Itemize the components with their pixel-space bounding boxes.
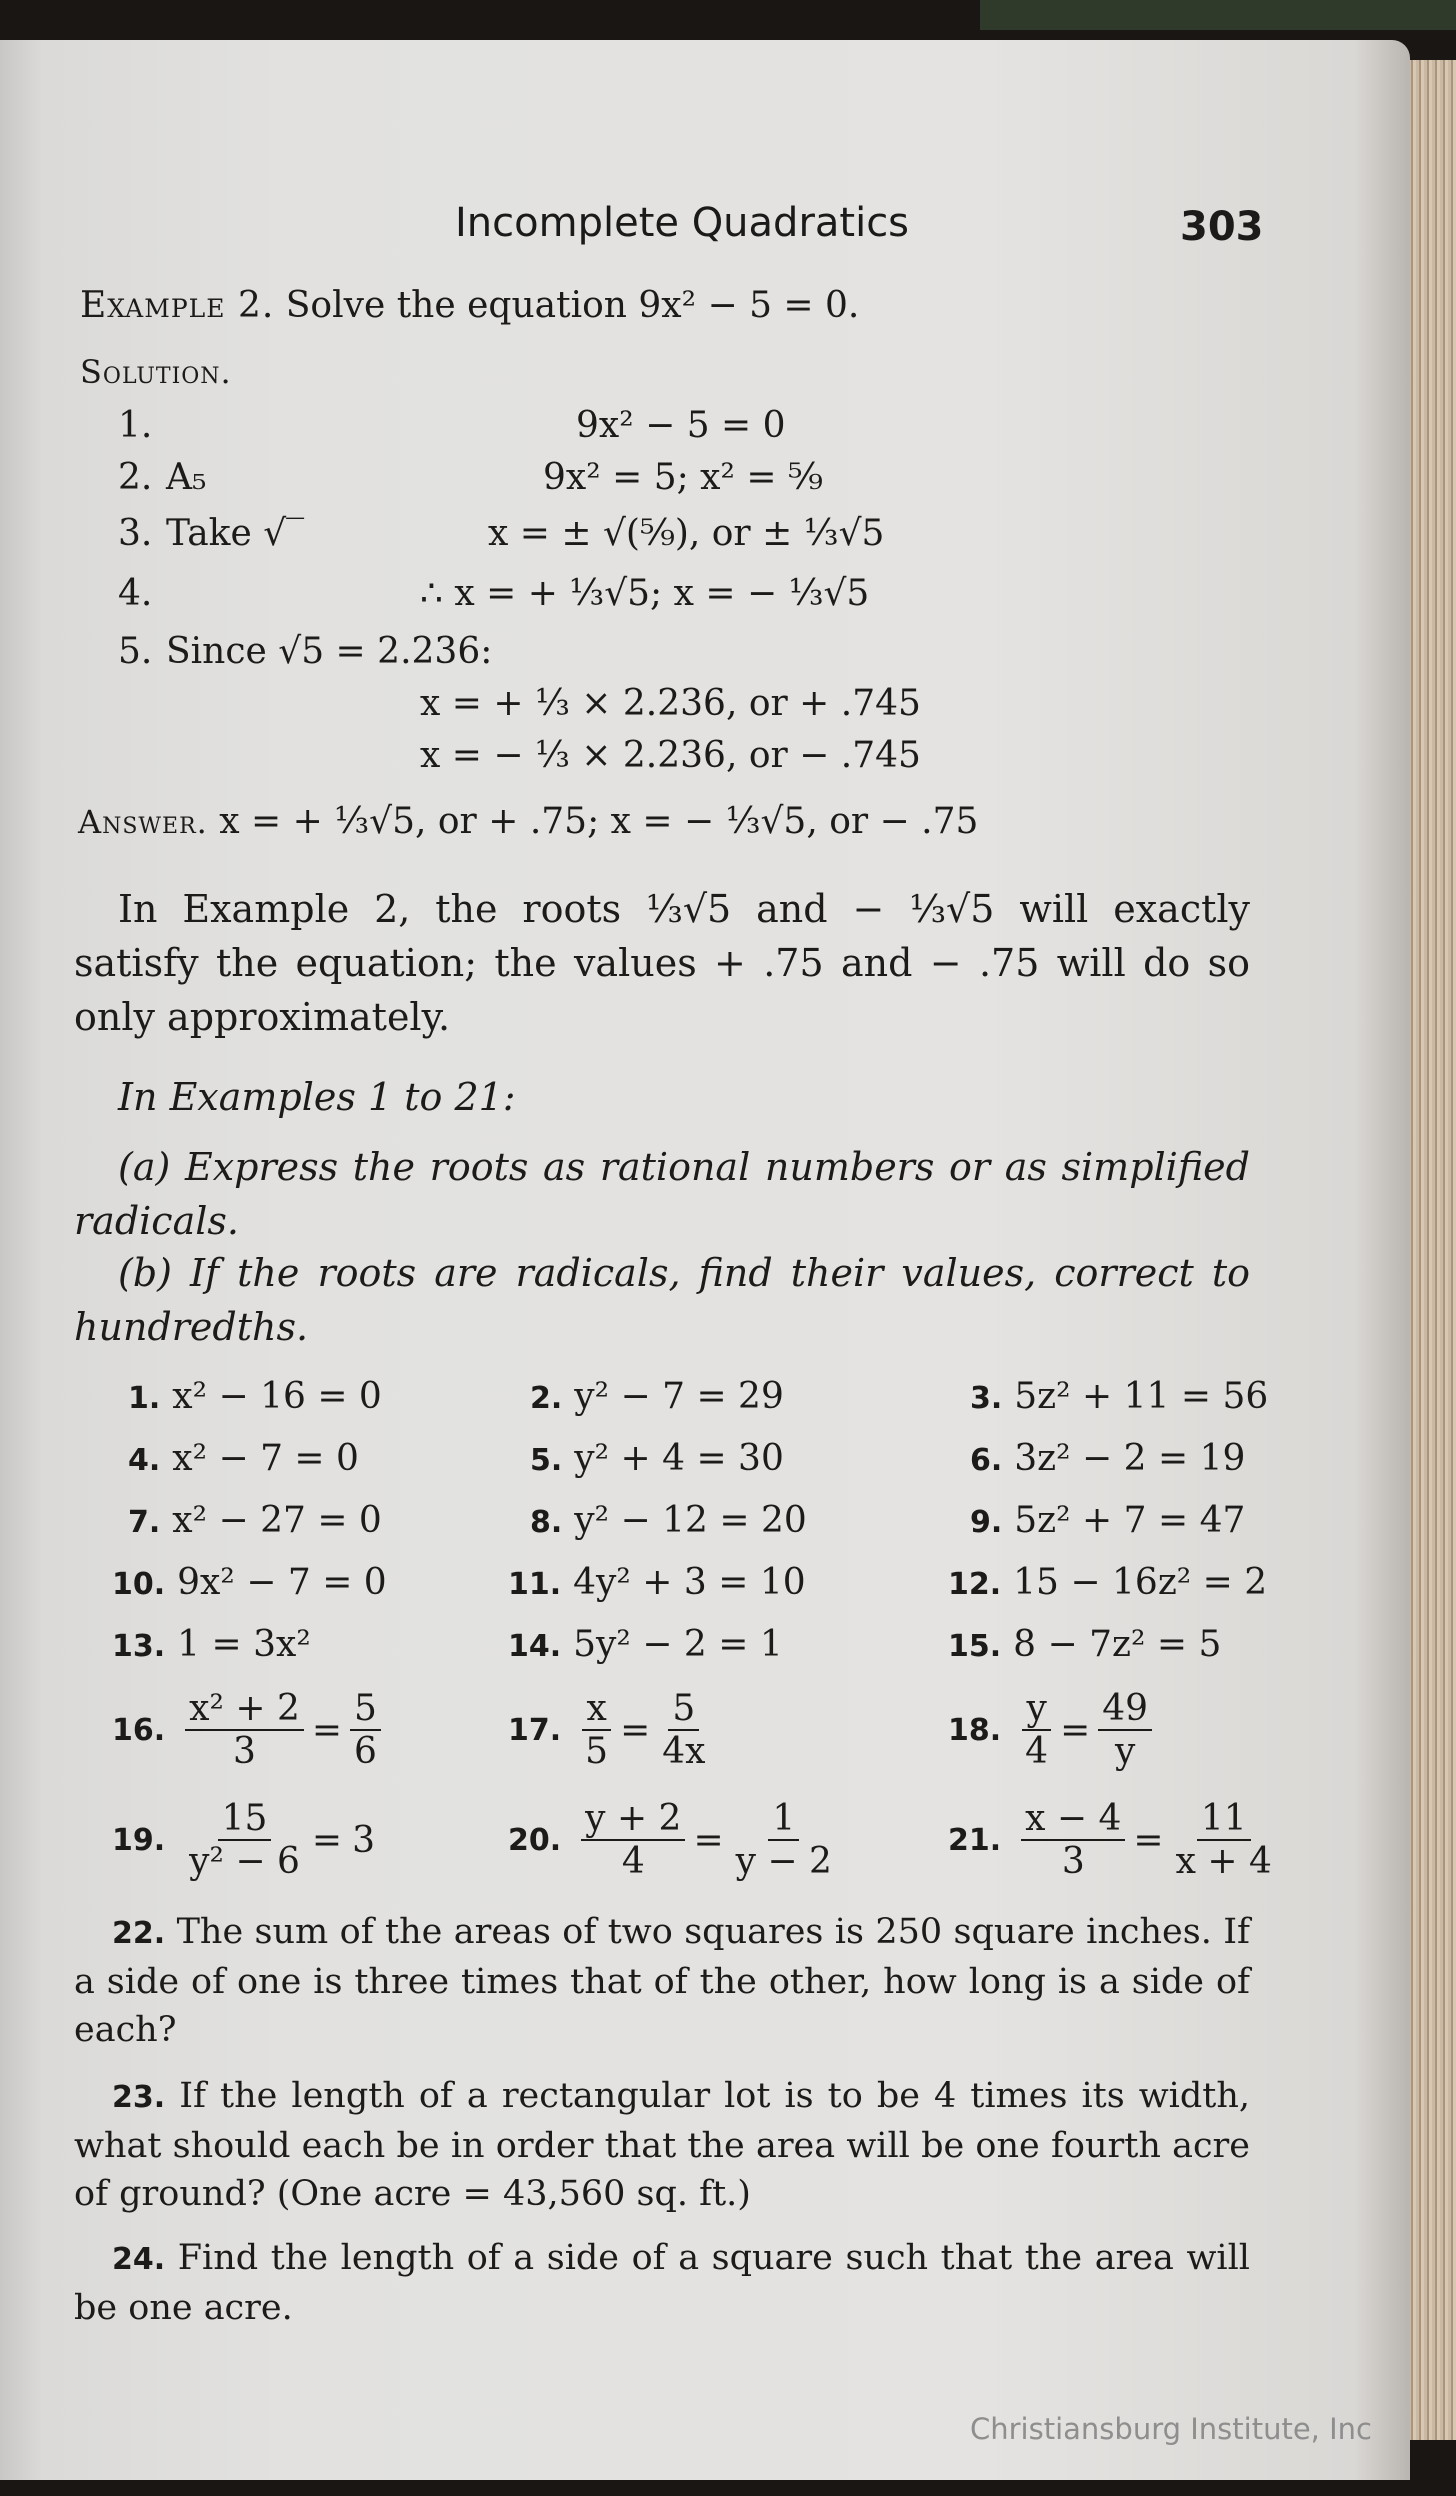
step-number: 3. [118, 513, 153, 554]
fraction-exercise: 21. $\frac{x - 4}{3}$ = $\frac{11}{x + 4}$ [948, 1798, 1272, 1882]
instruction-b: (b) If the roots are radicals, find their values, correct to hundredths. [74, 1251, 1250, 1349]
exercise: 11. 4y² + 3 = 10 [508, 1562, 806, 1603]
exercise: 15. 8 − 7z² = 5 [948, 1624, 1222, 1665]
step-work: 9x² = 5; x² = ⁵⁄₉ [543, 457, 823, 498]
exercise: 6. 3z² − 2 = 19 [970, 1438, 1246, 1479]
step-number: 1. [118, 405, 153, 446]
word-problem: 23. If the length of a rectangular lot is to be 4 times its width, what should each be in order that the area will be one fourth acre of ground? (One acre = 43,560 sq. ft.) [74, 2076, 1250, 2214]
word-problem: 24. Find the length of a side of a square such that the area will be one acre. [74, 2238, 1250, 2328]
fraction-exercise: 19. $\frac{15}{\text{y² − 6}}$ = 3 [112, 1798, 375, 1882]
instruction-a: (a) Express the roots as rational numbers or as simplified radicals. [74, 1145, 1250, 1243]
running-title: Incomplete Quadratics [455, 200, 910, 246]
exercise: 7. x² − 27 = 0 [128, 1500, 382, 1541]
exercise: 1. x² − 16 = 0 [128, 1376, 382, 1417]
page-number: 303 [1180, 204, 1264, 250]
watermark: Christiansburg Institute, Inc [970, 2412, 1372, 2446]
exercise: 12. 15 − 16z² = 2 [948, 1562, 1268, 1603]
exercise: 9. 5z² + 7 = 47 [970, 1500, 1246, 1541]
step-work: x = ± √(⁵⁄₉), or ± ⅓√5 [488, 513, 885, 554]
exercise: 4. x² − 7 = 0 [128, 1438, 359, 1479]
fraction-exercise: 20. $\frac{y + 2}{4}$ = $\frac{1}{y - 2}$ [508, 1798, 832, 1882]
step-continuation: x = + ⅓ × 2.236, or + .745 [420, 683, 921, 724]
exercise: 13. 1 = 3x² [112, 1624, 311, 1665]
step-number: 4. [118, 573, 153, 614]
exercise: 10. 9x² − 7 = 0 [112, 1562, 387, 1603]
word-problem: 22. The sum of the areas of two squares is 250 square inches. If a side of one is three times that of the other, how long is a side of each? [74, 1912, 1250, 2050]
fraction-exercise: 16. $\frac{\text{x² + 2}}{3}$ = $\frac{5}{6}$ [112, 1688, 389, 1772]
page-header [0, 200, 1410, 260]
step-continuation: x = − ⅓ × 2.236, or − .745 [420, 735, 921, 776]
instructions-intro: In Examples 1 to 21: [118, 1075, 516, 1119]
step-number: 2. [118, 457, 153, 498]
answer-label: Answer. [78, 803, 208, 841]
fraction-exercise: 18. $\frac{y}{4}$ = $\frac{49}{y}$ [948, 1688, 1160, 1772]
step-reason: A₅ [166, 457, 207, 498]
exercise: 5. y² + 4 = 30 [530, 1438, 784, 1479]
solution-label: Solution. [80, 353, 232, 391]
answer-text: x = + ⅓√5, or + .75; x = − ⅓√5, or − .75 [219, 801, 979, 842]
step-number: 5. [118, 631, 153, 672]
step-work: ∴ x = + ⅓√5; x = − ⅓√5 [420, 573, 870, 614]
answer-line [78, 801, 979, 842]
fraction-exercise: 17. $\frac{x}{5}$ = $\frac{5}{4x}$ [508, 1688, 706, 1772]
exercise: 8. y² − 12 = 20 [530, 1500, 807, 1541]
exercise: 2. y² − 7 = 29 [530, 1376, 784, 1417]
example-statement: Solve the equation 9x² − 5 = 0. [285, 285, 860, 326]
example-heading [80, 285, 860, 326]
exercise: 3. 5z² + 11 = 56 [970, 1376, 1269, 1417]
exercise: 14. 5y² − 2 = 1 [508, 1624, 783, 1665]
step-reason: Take √‾ [166, 513, 305, 554]
example-label: Example 2. [80, 285, 275, 326]
step-reason: Since √5 = 2.236: [166, 631, 493, 672]
explanation-paragraph: In Example 2, the roots ⅓√5 and − ⅓√5 will exactly satisfy the equation; the values + .75 and − .75 will do so only approximately. [74, 887, 1250, 1039]
step-work: 9x² − 5 = 0 [576, 405, 786, 446]
background-edge [980, 0, 1456, 30]
book-page [0, 40, 1410, 2480]
